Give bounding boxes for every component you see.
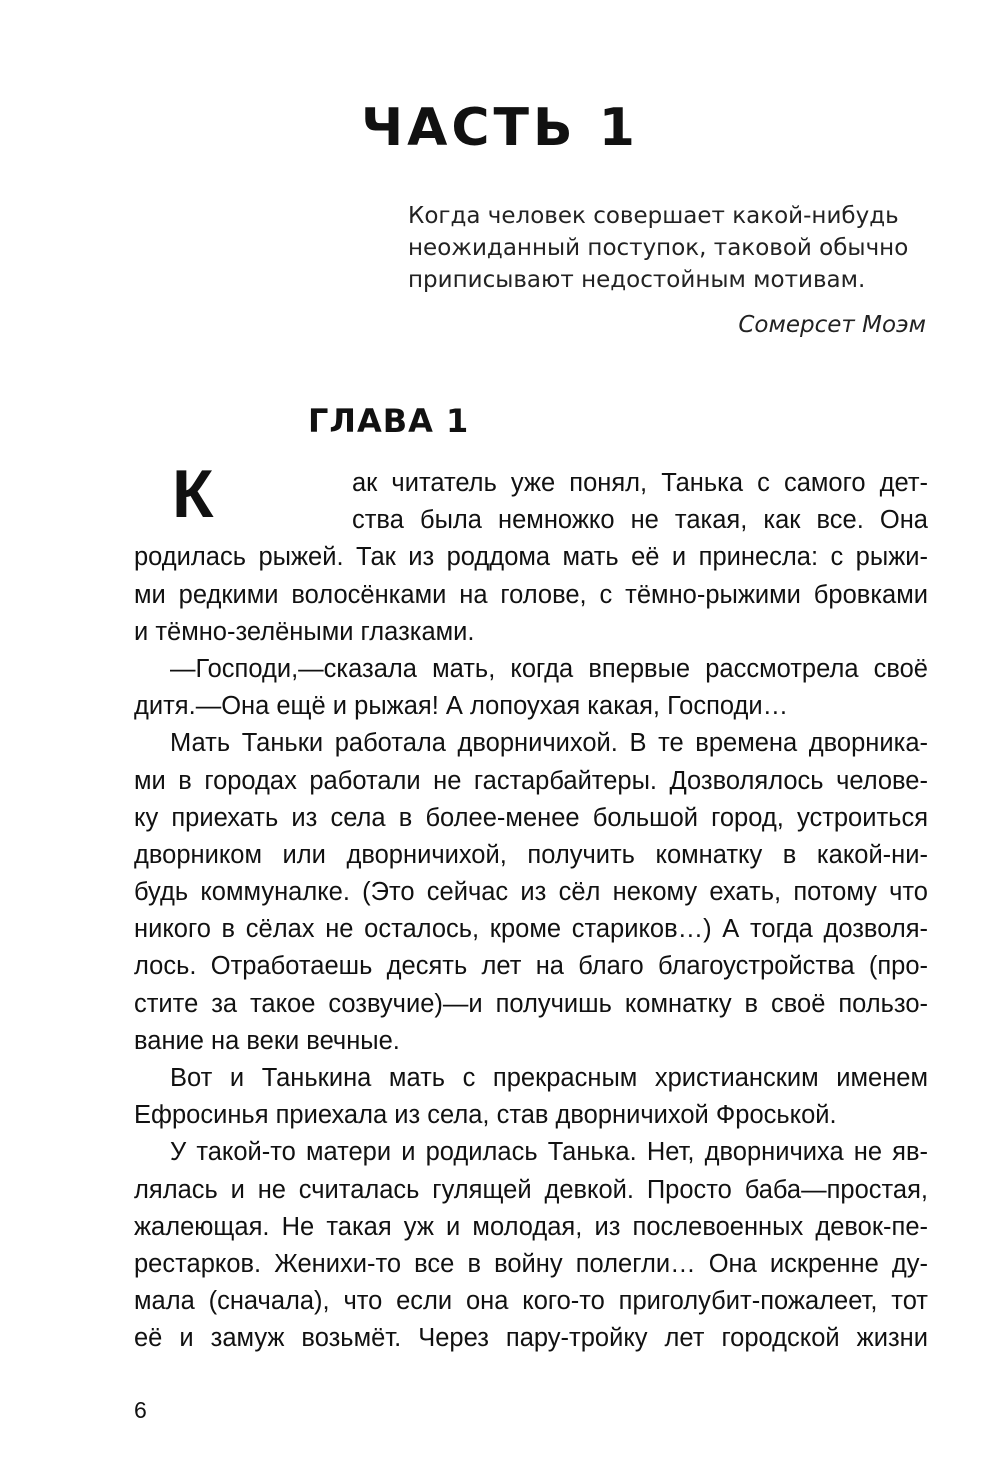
text-line: дитя.—Она ещё и рыжая! А лопоухая какая, Господи… — [134, 692, 789, 721]
text-line: никого в сёлах не осталось, кроме стариков…) А тогда дозволя- — [134, 915, 928, 944]
text-line: лось. Отработаешь десять лет на благо благоустройства (про- — [134, 952, 928, 981]
text-line: рестарков. Женихи-то все в войну полегли… Она искренне ду- — [134, 1249, 928, 1278]
text-line: её и замуж возьмёт. Через пару-тройку лет городской жизни — [134, 1324, 928, 1353]
epigraph-line: приписывают недостойным мотивам. — [408, 267, 866, 293]
text-line: мала (сначала), что если она кого-то приголубит-пожалеет, тот — [134, 1287, 928, 1316]
text-line: жалеющая. Не такая уж и молодая, из послевоенных девок-пе- — [134, 1212, 928, 1241]
text-line: вание на веки вечные. — [134, 1026, 400, 1055]
text-line: Мать Таньки работала дворничихой. В те времена дворника- — [170, 729, 928, 758]
text-line: дворником или дворничихой, получить комнатку в какой-ни- — [134, 840, 928, 869]
text-line: будь коммуналке. (Это сейчас из сёл некому ехать, потому что — [134, 878, 928, 907]
text-line: —Господи,—сказала мать, когда впервые рассмотрела своё — [170, 654, 928, 683]
text-line: стите за такое созвучие)—и получишь комнатку в своё пользо- — [134, 989, 928, 1018]
page-number: 6 — [134, 1397, 147, 1423]
text-line: Вот и Танькина мать с прекрасным христианским именем — [170, 1064, 928, 1092]
text-line: родилась рыжей. Так из роддома мать её и принесла: с рыжи- — [134, 543, 928, 572]
chapter-body — [134, 465, 928, 1358]
drop-cap: К — [172, 456, 214, 532]
text-line: ства была немножко не такая, как все. Она — [352, 506, 928, 535]
text-line: и тёмно-зелёными глазками. — [134, 617, 475, 646]
epigraph-author: Сомерсет Моэм — [738, 312, 926, 338]
part-title: ЧАСТЬ 1 — [361, 98, 639, 158]
text-line: ак читатель уже понял, Танька с самого дет- — [352, 469, 928, 497]
text-line: лялась и не считалась гулящей девкой. Просто баба—простая, — [134, 1175, 928, 1204]
text-line: ми в городах работали не гастарбайтеры. Дозволялось челове- — [134, 766, 928, 795]
text-line: У такой-то матери и родилась Танька. Нет, дворничиха не яв- — [170, 1138, 928, 1167]
text-line: ми редкими волосёнками на голове, с тёмно-рыжими бровками — [134, 580, 928, 609]
chapter-title: ГЛАВА 1 — [308, 402, 470, 440]
epigraph — [408, 200, 938, 296]
epigraph-line: неожиданный поступок, таковой обычно — [408, 235, 909, 261]
epigraph-line: Когда человек совершает какой-нибудь — [408, 203, 899, 229]
text-line: ку приехать из села в более-менее большой город, устроиться — [134, 803, 928, 832]
text-line: Ефросинья приехала из села, став дворничихой Фроськой. — [134, 1101, 837, 1130]
